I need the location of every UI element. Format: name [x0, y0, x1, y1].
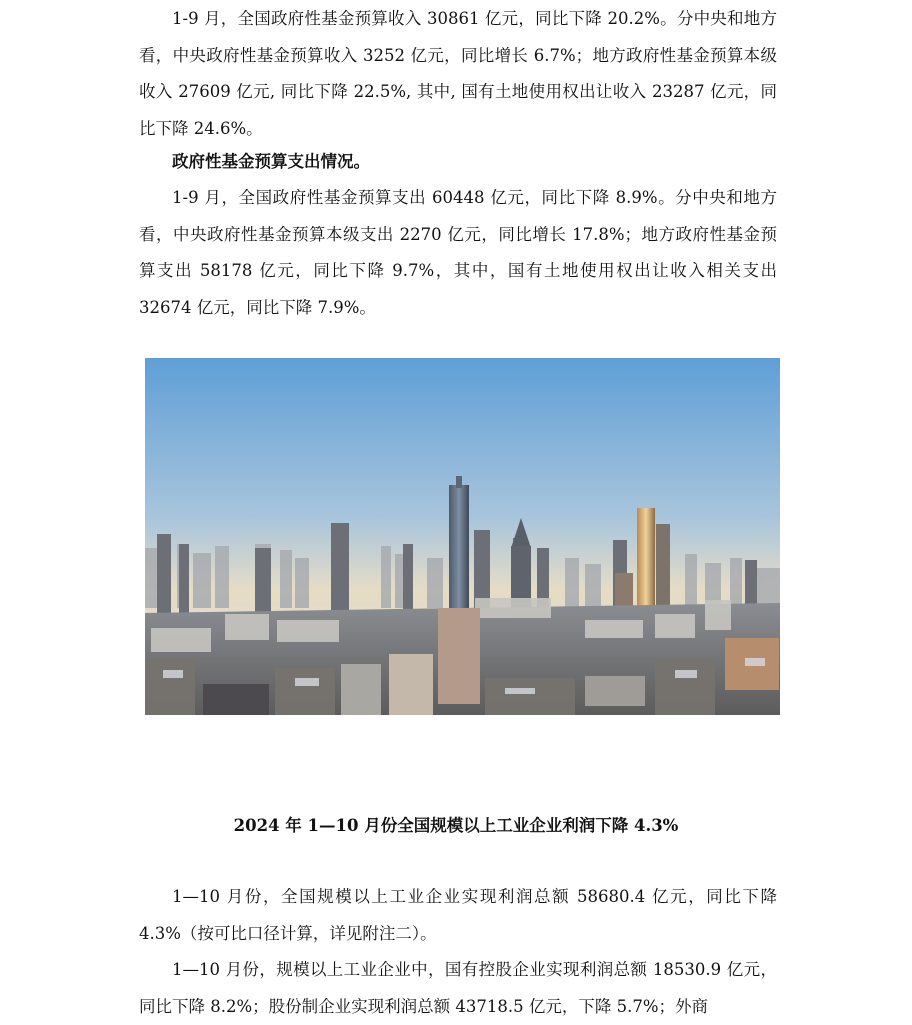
paragraph-industrial-profit-total: 1—10 月份，全国规模以上工业企业实现利润总额 58680.4 亿元，同比下降 4.3%（按可比口径计算，详见附注二）。	[139, 887, 777, 943]
section-title-industrial-profit: 2024 年 1—10 月份全国规模以上工业企业利润下降 4.3%	[233, 816, 679, 835]
paragraph-fund-expenditure: 1-9 月，全国政府性基金预算支出 60448 亿元，同比下降 8.9%。分中央和地方看，中央政府性基金预算本级支出 2270 亿元，同比增长 17.8%；地方政府性基金预算支出 58178 亿元，同比下降 9.7%，其中，国有土地使用权出让收入相关支出 32674 亿元，同比下降 7.9%。	[139, 188, 777, 317]
city-skyline-photo	[145, 358, 780, 715]
paragraph-fund-revenue: 1-9 月，全国政府性基金预算收入 30861 亿元，同比下降 20.2%。分中央和地方看，中央政府性基金预算收入 3252 亿元，同比增长 6.7%；地方政府性基金预算本级收入 27609 亿元, 同比下降 22.5%, 其中, 国有土地使用权出让收入 23287 亿元，同比下降 24.6%。	[139, 9, 777, 138]
subheading-fund-expenditure: 政府性基金预算支出情况。	[172, 152, 370, 171]
paragraph-industrial-profit-ownership: 1—10 月份，规模以上工业企业中，国有控股企业实现利润总额 18530.9 亿元，同比下降 8.2%；股份制企业实现利润总额 43718.5 亿元，下降 5.7%；外商	[139, 960, 777, 1016]
